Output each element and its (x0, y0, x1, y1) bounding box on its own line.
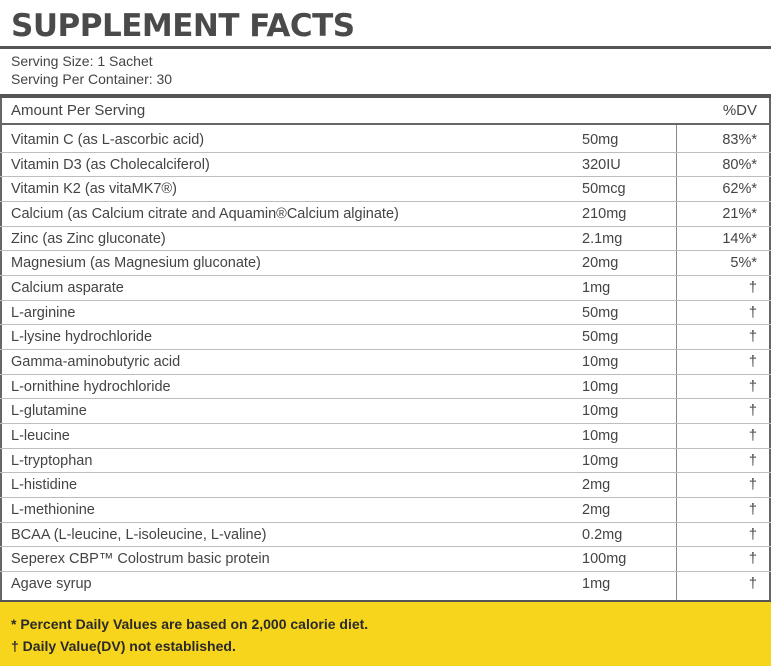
nutrient-dv: 80%* (722, 156, 757, 173)
nutrient-name: BCAA (L-leucine, L-isoleucine, L-valine) (11, 526, 267, 543)
serving-info (11, 52, 172, 88)
amount-per-serving-header: Amount Per Serving (11, 102, 146, 119)
nutrient-amount: 10mg (582, 427, 619, 444)
table-row (0, 325, 771, 350)
nutrient-dv: † (748, 452, 757, 469)
nutrient-dv: † (748, 403, 757, 420)
footnote-banner (0, 600, 771, 666)
nutrient-amount: 2mg (582, 477, 611, 494)
table-row (0, 424, 771, 449)
dv-header: %DV (722, 102, 757, 119)
table-row (0, 251, 771, 276)
top-divider (0, 46, 771, 49)
nutrient-name: Agave syrup (11, 575, 92, 592)
nutrient-amount: 50mcg (582, 181, 626, 198)
nutrient-name: Zinc (as Zinc gluconate) (11, 230, 166, 247)
nutrient-name: Vitamin C (as L-ascorbic acid) (11, 132, 205, 148)
serving-size: Serving Size: 1 Sachet (11, 53, 153, 69)
nutrient-amount: 0.2mg (582, 526, 623, 543)
nutrient-dv: † (748, 501, 757, 518)
table-row (0, 301, 771, 326)
nutrient-amount: 50mg (582, 304, 619, 321)
table-row (0, 449, 771, 474)
nutrient-amount: 2.1mg (582, 230, 623, 247)
serving-per-container: Serving Per Container: 30 (11, 71, 173, 87)
table-row (0, 177, 771, 202)
nutrient-dv: † (748, 477, 757, 494)
nutrient-amount: 10mg (582, 378, 619, 395)
nutrient-dv: 83%* (722, 132, 757, 148)
nutrient-amount: 1mg (582, 575, 611, 592)
nutrient-amount: 100mg (582, 551, 627, 568)
nutrient-name: L-leucine (11, 427, 70, 444)
nutrient-dv: † (748, 329, 757, 346)
table-row (0, 498, 771, 523)
table-row (0, 523, 771, 548)
nutrient-amount: 10mg (582, 353, 619, 370)
nutrient-dv: † (748, 575, 757, 592)
nutrient-amount: 10mg (582, 403, 619, 420)
table-header (0, 98, 771, 125)
nutrient-name: Seperex CBP™ Colostrum basic protein (11, 551, 270, 568)
nutrient-name: Gamma-aminobutyric acid (11, 353, 181, 370)
nutrient-name: Calcium (as Calcium citrate and Aquamin®Calcium alginate) (11, 205, 399, 222)
table-row (0, 350, 771, 375)
nutrient-amount: 210mg (582, 205, 627, 222)
table-body (0, 128, 771, 596)
table-row (0, 153, 771, 178)
table-row (0, 547, 771, 572)
nutrient-dv: † (748, 427, 757, 444)
nutrient-name: Vitamin K2 (as vitaMK7®) (11, 181, 177, 198)
nutrient-amount: 320IU (582, 156, 621, 173)
footnote-percent-dv: * Percent Daily Values are based on 2,000 calorie diet. (11, 616, 369, 632)
nutrient-name: Magnesium (as Magnesium gluconate) (11, 255, 261, 272)
nutrient-dv: † (748, 551, 757, 568)
nutrient-dv: 21%* (722, 205, 757, 222)
nutrient-name: Vitamin D3 (as Cholecalciferol) (11, 156, 210, 173)
nutrient-dv: † (748, 353, 757, 370)
table-row (0, 473, 771, 498)
table-row (0, 375, 771, 400)
nutrient-name: Calcium asparate (11, 279, 124, 296)
nutrient-name: L-tryptophan (11, 452, 93, 469)
nutrient-dv: † (748, 526, 757, 543)
nutrient-dv: † (748, 304, 757, 321)
nutrient-dv: † (748, 378, 757, 395)
nutrient-amount: 50mg (582, 329, 619, 346)
nutrient-amount: 10mg (582, 452, 619, 469)
nutrient-name: L-histidine (11, 477, 78, 494)
nutrient-amount: 20mg (582, 255, 619, 272)
table-row (0, 227, 771, 252)
nutrient-amount: 50mg (582, 132, 619, 148)
table-row (0, 276, 771, 301)
nutrient-name: L-arginine (11, 304, 76, 321)
footnote-dv-not-established: † Daily Value(DV) not established. (11, 638, 236, 654)
nutrient-name: L-ornithine hydrochloride (11, 378, 171, 395)
nutrient-dv: 5%* (730, 255, 757, 272)
table-row (0, 399, 771, 424)
nutrient-name: L-lysine hydrochloride (11, 329, 153, 346)
table-row (0, 202, 771, 227)
nutrient-name: L-methionine (11, 501, 95, 518)
nutrient-amount: 1mg (582, 279, 611, 296)
table-row (0, 572, 771, 597)
table-row (0, 128, 771, 153)
nutrient-name: L-glutamine (11, 403, 87, 420)
page-title: SUPPLEMENT FACTS (11, 8, 355, 44)
nutrient-dv: 62%* (722, 181, 757, 198)
nutrient-amount: 2mg (582, 501, 611, 518)
nutrient-dv: † (748, 279, 757, 296)
nutrient-dv: 14%* (722, 230, 757, 247)
